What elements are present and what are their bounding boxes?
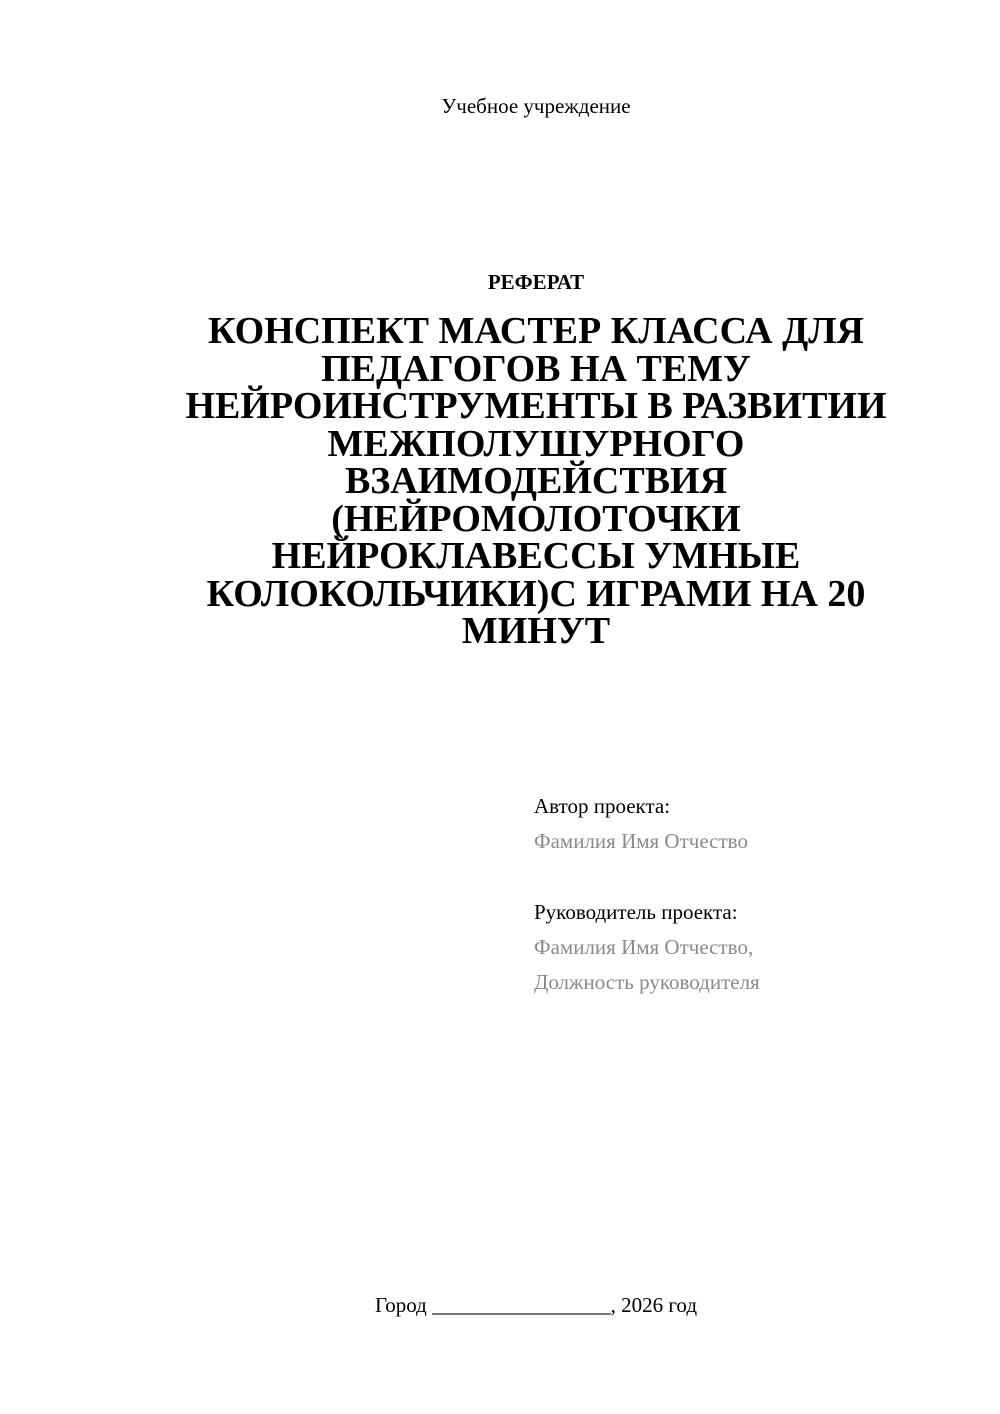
authors-block — [534, 789, 954, 1000]
author-name: Фамилия Имя Отчество — [534, 829, 748, 853]
city-year-footer: Город _________________, 2026 год — [374, 1293, 698, 1317]
document-type: РЕФЕРАТ — [487, 270, 585, 294]
authors-spacer — [534, 859, 954, 895]
supervisor-name: Фамилия Имя Отчество, — [534, 935, 754, 959]
institution-name: Учебное учреждение — [441, 94, 631, 118]
supervisor-position: Должность руководителя — [534, 970, 760, 994]
author-label: Автор проекта: — [534, 794, 671, 818]
document-title: КОНСПЕКТ МАСТЕР КЛАССА ДЛЯ ПЕДАГОГОВ НА ТЕМУ НЕЙРОИНСТРУМЕНТЫ В РАЗВИТИИ МЕЖПОЛУШУРНОГО ВЗАИМОДЕЙСТВИЯ (НЕЙРОМОЛОТОЧКИ НЕЙРОКЛАВЕССЫ УМНЫЕ КОЛОКОЛЬЧИКИ)С ИГРАМИ НА 20 МИНУТ — [185, 310, 887, 652]
supervisor-label: Руководитель проекта: — [534, 900, 738, 924]
